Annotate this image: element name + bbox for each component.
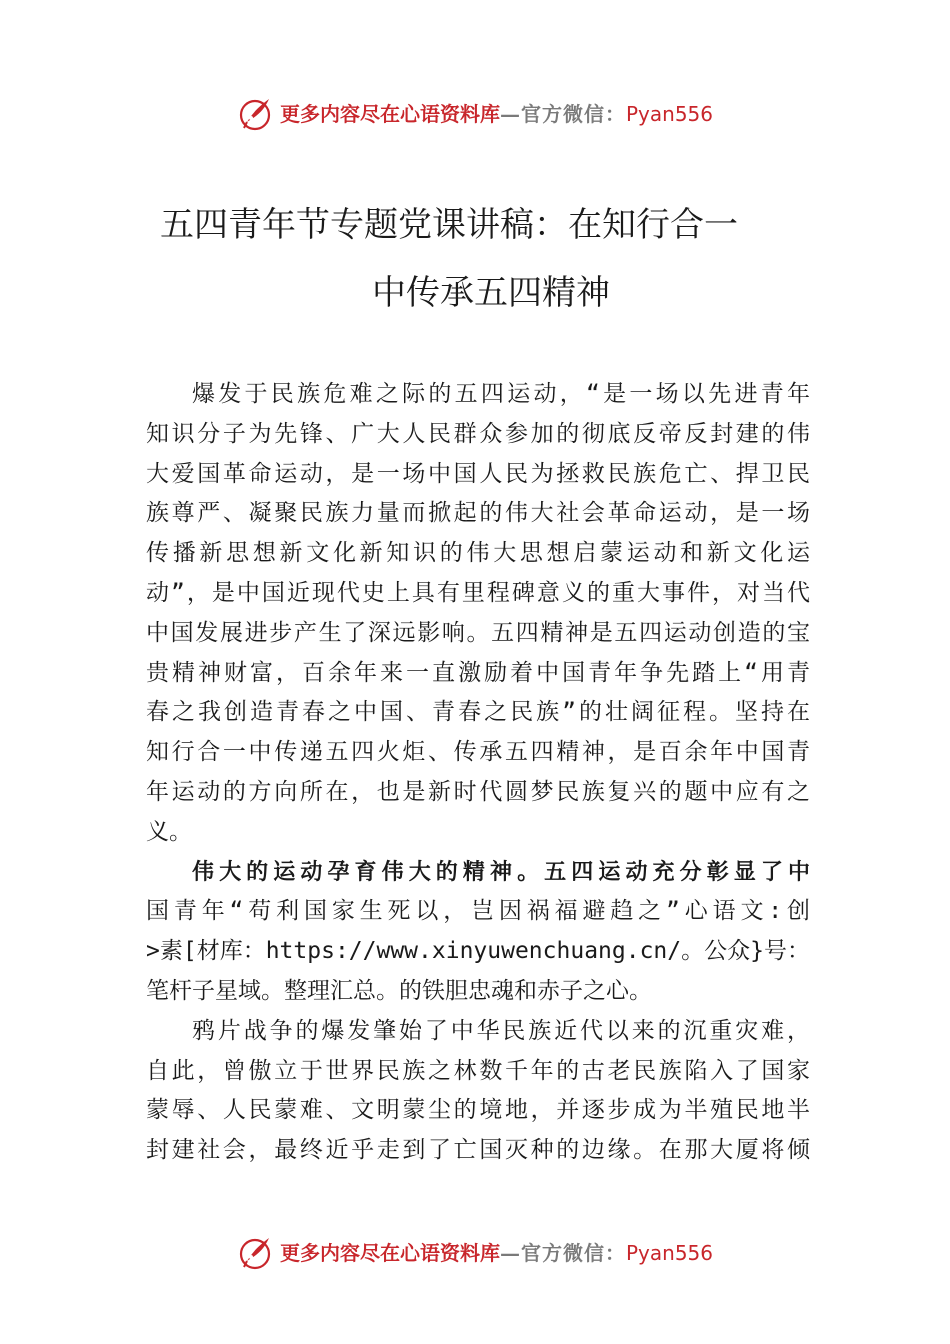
page-title-line-1: 五四青年节专题党课讲稿：在知行合一 [160, 205, 738, 245]
paragraph-line: 封建社会，最终近乎走到了亡国灭种的边缘。在那大厦将倾 [146, 1137, 810, 1164]
paragraph-line: 自此，曾傲立于世界民族之林数千年的古老民族陷入了国家 [146, 1057, 810, 1084]
banner-red-text: 更多内容尽在心语资料库 [280, 102, 500, 126]
paragraph-line: 知识分子为先锋、广大人民群众参加的彻底反帝反封建的伟 [146, 420, 810, 447]
header-banner [0, 94, 950, 134]
footer-banner [0, 1233, 950, 1273]
paragraph-line: 笔杆子星域。整理汇总。的铁胆忠魂和赤子之心。 [146, 977, 652, 1004]
article-body [146, 375, 810, 1171]
paragraph-line: 大爱国革命运动，是一场中国人民为拯救民族危亡、捍卫民 [146, 460, 810, 487]
paragraph-line: 鸦片战争的爆发肇始了中华民族近代以来的沉重灾难， [192, 1017, 810, 1044]
feather-quill-circle-icon [238, 96, 274, 132]
paragraph-line: 春之我创造青春之中国、青春之民族”的壮阔征程。坚持在 [146, 699, 810, 726]
banner-grey-text: —官方微信： [500, 1241, 626, 1265]
paragraph-line: 蒙辱、人民蒙难、文明蒙尘的境地，并逐步成为半殖民地半 [146, 1097, 810, 1124]
paragraph-line: 动”，是中国近现代史上具有里程碑意义的重大事件，对当代 [146, 579, 810, 606]
paragraph-line: 义。 [146, 818, 192, 845]
paragraph-line: >素[材库：https://www.xinyuwenchuang.cn/。公众}号： [146, 938, 810, 965]
banner-red-text: 更多内容尽在心语资料库 [280, 1241, 500, 1265]
feather-quill-circle-icon [238, 1235, 274, 1271]
banner-grey-text: —官方微信： [500, 102, 626, 126]
banner-wechat-handle: Pyan556 [626, 102, 714, 126]
paragraph-line: 年运动的方向所在，也是新时代圆梦民族复兴的题中应有之 [146, 778, 810, 805]
bold-heading-line: 伟大的运动孕育伟大的精神。五四运动充分彰显了中 [192, 859, 810, 885]
paragraph-line: 中国发展进步产生了深远影响。五四精神是五四运动创造的宝 [146, 619, 810, 646]
banner-text [280, 101, 713, 127]
paragraph-line: 爆发于民族危难之际的五四运动，“是一场以先进青年 [192, 381, 810, 407]
paragraph-line: 国青年“苟利国家生死以，岂因祸福避趋之”心语文:创 [146, 898, 810, 925]
page-title-line-2: 中传承五四精神 [372, 273, 610, 313]
paragraph-line: 传播新思想新文化新知识的伟大思想启蒙运动和新文化运 [146, 540, 810, 567]
paragraph-line: 贵精神财富，百余年来一直激励着中国青年争先踏上“用青 [146, 659, 810, 686]
paragraph-line: 族尊严、凝聚民族力量而掀起的伟大社会革命运动，是一场 [146, 500, 810, 527]
banner-wechat-handle: Pyan556 [626, 1241, 714, 1265]
banner-text [280, 1240, 713, 1266]
paragraph-line: 知行合一中传递五四火炬、传承五四精神，是百余年中国青 [146, 739, 810, 766]
